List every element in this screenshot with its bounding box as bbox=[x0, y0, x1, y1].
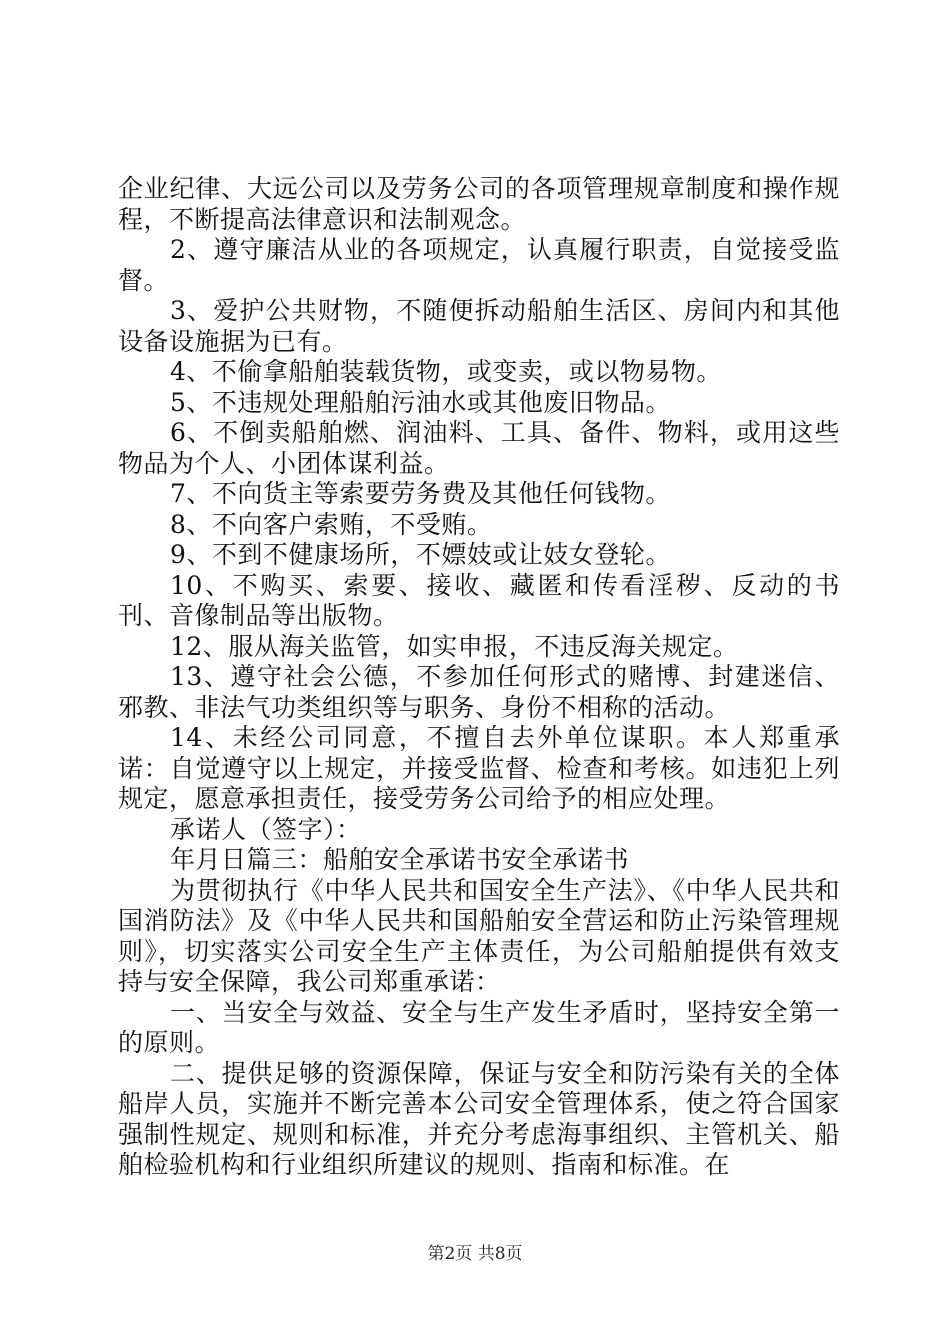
paragraph: 3、爱护公共财物，不随便拆动船舶生活区、房间内和其他设备设施据为已有。 bbox=[118, 296, 840, 356]
paragraph: 4、不偷拿船舶装载货物，或变卖，或以物易物。 bbox=[170, 357, 722, 386]
paragraph: 14、未经公司同意，不擅自去外单位谋职。本人郑重承诺：自觉遵守以上规定，并接受监督、检查和考核。如违犯上列规定，愿意承担责任，接受劳务公司给予的相应处理。 bbox=[118, 723, 840, 813]
document-body bbox=[118, 174, 840, 1181]
paragraph: 2、遵守廉洁从业的各项规定，认真履行职责，自觉接受监督。 bbox=[118, 235, 840, 295]
paragraph: 5、不违规处理船舶污油水或其他废旧物品。 bbox=[170, 387, 671, 417]
page-footer: 第2页 共8页 bbox=[427, 1244, 523, 1264]
paragraph: 8、不向客户索贿，不受贿。 bbox=[170, 509, 493, 539]
paragraph: 为贯彻执行《中华人民共和国安全生产法》、《中华人民共和国消防法》及《中华人民共和国船舶安全营运和防止污染管理规则》，切实落实公司安全生产主体责任，为公司船舶提供有效支持与安全保障，我公司郑重承诺： bbox=[118, 875, 840, 996]
paragraph: 一、当安全与效益、安全与生产发生矛盾时，坚持安全第一的原则。 bbox=[118, 997, 840, 1057]
paragraph: 13、遵守社会公德，不参加任何形式的赌博、封建迷信、邪教、非法气功类组织等与职务、身份不相称的活动。 bbox=[118, 662, 840, 722]
paragraph: 6、不倒卖船舶燃、润油料、工具、备件、物料，或用这些物品为个人、小团体谋利益。 bbox=[118, 418, 840, 478]
paragraph: 二、提供足够的资源保障，保证与安全和防污染有关的全体船岸人员，实施并不断完善本公司安全管理体系，使之符合国家强制性规定、规则和标准，并充分考虑海事组织、主管机关、船舶检验机构和行业组织所建议的规则、指南和标准。在 bbox=[118, 1058, 840, 1179]
paragraph: 企业纪律、大远公司以及劳务公司的各项管理规章制度和操作规程，不断提高法律意识和法制观念。 bbox=[118, 174, 840, 234]
paragraph: 承诺人（签字）： bbox=[170, 814, 362, 844]
paragraph: 年月日篇三：船舶安全承诺书安全承诺书 bbox=[170, 845, 630, 874]
paragraph: 9、不到不健康场所，不嫖妓或让妓女登轮。 bbox=[170, 540, 671, 569]
paragraph: 7、不向货主等索要劳务费及其他任何钱物。 bbox=[170, 479, 671, 508]
paragraph: 10、不购买、索要、接收、藏匿和传看淫秽、反动的书刊、音像制品等出版物。 bbox=[118, 570, 840, 630]
paragraph: 12、服从海关监管，如实申报，不违反海关规定。 bbox=[170, 631, 739, 661]
